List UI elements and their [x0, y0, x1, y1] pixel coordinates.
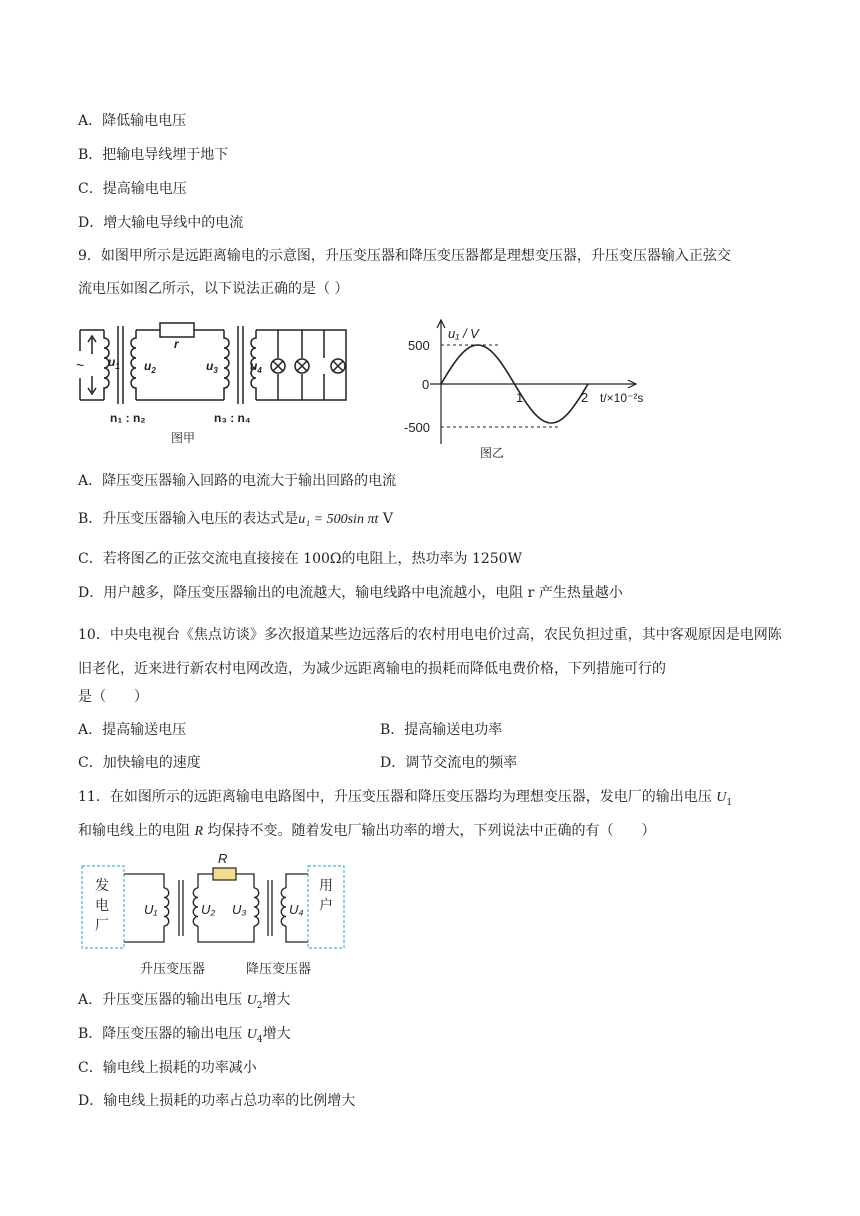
ratio-n3-n4: n₃ : n₄ — [214, 411, 251, 425]
q8-option-a: A．降低输电电压 — [78, 113, 187, 129]
q9-option-b-text: B．升压变压器输入电压的表达式是 — [78, 511, 299, 527]
q9-option-b-unit: V — [382, 511, 393, 527]
q11-option-b-post: 增大 — [262, 1026, 291, 1042]
q8-option-d: D．增大输电导线中的电流 — [78, 215, 244, 231]
q11-option-a-sub: 2 — [256, 1000, 263, 1011]
label-U1: U₁ — [144, 902, 158, 917]
q11-stem-text: 11．在如图所示的远距离输电电路图中，升压变压器和降压变压器均为理想变压器，发电厂的输出电压 — [78, 789, 712, 805]
q10-stem-tail: 是（ ） — [78, 689, 148, 705]
q9-figure-jia — [74, 318, 354, 446]
q11-stem-line1 — [78, 787, 732, 813]
q11-figure — [78, 852, 350, 982]
label-user: 用户 — [319, 877, 333, 913]
q9-option-a: A．降压变压器输入回路的电流大于输出回路的电流 — [78, 473, 397, 489]
q9-stem-line2: 流电压如图乙所示，以下说法正确的是（ ） — [78, 281, 349, 297]
q11-option-a — [78, 990, 290, 1016]
caption-jia: 图甲 — [171, 431, 196, 445]
resistor-r — [160, 323, 194, 337]
ac-symbol: ~ — [76, 357, 85, 373]
tick-label-1: 1 — [516, 390, 524, 405]
tick-label-500: 500 — [408, 338, 430, 353]
q10-option-d: D．调节交流电的频率 — [380, 755, 518, 771]
tick-label-2: 2 — [581, 390, 589, 405]
q11-stem-text3: 均保持不变。随着发电厂输出功率的增大，下列说法中正确的有（ ） — [207, 823, 656, 839]
coil-u3 — [254, 888, 259, 926]
resistor-R — [213, 868, 236, 880]
q10-option-a: A．提高输送电压 — [78, 722, 187, 738]
q9-option-c: C．若将图乙的正弦交流电直接接在 100Ω的电阻上，热功率为 1250W — [78, 551, 522, 567]
label-U2: U₂ — [201, 902, 216, 917]
q9-option-d: D．用户越多，降压变压器输出的电流越大，输电线路中电流越小，电阻 r 产生热量越小 — [78, 585, 623, 601]
coil-u4 — [281, 888, 286, 926]
q11-option-b — [78, 1024, 291, 1050]
q9-option-b — [78, 509, 393, 530]
coil-u1 — [164, 888, 169, 926]
q9-option-b-formula: u₁ = 500sin πt — [298, 512, 379, 527]
tick-label-0: 0 — [422, 377, 430, 392]
caption-yi: 图乙 — [480, 446, 505, 460]
label-U3: U₃ — [232, 902, 247, 917]
q11-option-b-var: U — [246, 1027, 257, 1042]
q9-stem-line1: 9．如图甲所示是远距离输电的示意图，升压变压器和降压变压器都是理想变压器，升压变压器输入正弦交 — [78, 248, 731, 264]
x-axis-label: t/×10⁻²s — [600, 391, 644, 405]
q10-option-c: C．加快输电的速度 — [78, 755, 201, 771]
q11-stem-line2 — [78, 821, 655, 842]
q11-option-a-var: U — [246, 993, 257, 1008]
q11-stem-var-u-sub: 1 — [726, 797, 733, 808]
coil-secondary-1 — [131, 330, 136, 400]
q9-figure-yi — [400, 316, 690, 462]
ratio-n1-n2: n₁ : n₂ — [110, 411, 146, 425]
label-step-up: 升压变压器 — [140, 961, 206, 976]
label-step-down: 降压变压器 — [246, 961, 312, 976]
label-U4: U₄ — [289, 902, 304, 917]
label-u1: $u_1$ — [108, 355, 120, 371]
label-r: r — [174, 337, 179, 351]
coil-u2 — [193, 888, 198, 926]
q11-option-b-sub: 4 — [256, 1034, 263, 1045]
label-R: R — [218, 852, 228, 866]
q10-option-b: B．提高输送电功率 — [380, 722, 503, 738]
q11-stem-var-u: U — [716, 790, 727, 805]
y-axis-label: u₁ / V — [448, 326, 479, 341]
q11-option-d: D．输电线上损耗的功率占总功率的比例增大 — [78, 1093, 356, 1109]
coil-primary-2 — [224, 330, 229, 400]
label-u2: $u_2$ — [144, 359, 156, 375]
q11-option-a-post: 增大 — [262, 992, 291, 1008]
q11-option-b-text: B．降压变压器的输出电压 — [78, 1026, 243, 1042]
q8-option-c: C．提高输电电压 — [78, 181, 187, 197]
q11-option-c: C．输电线上损耗的功率减小 — [78, 1060, 257, 1076]
tick-label-neg500: -500 — [404, 420, 431, 435]
label-power-plant: 发电厂 — [95, 877, 109, 933]
q8-option-b: B．把输电导线埋于地下 — [78, 147, 229, 163]
label-u3: $u_3$ — [206, 359, 218, 375]
q11-stem-var-r: R — [194, 824, 204, 839]
label-u4: $u_4$ — [250, 359, 262, 375]
q11-stem-text2: 和输电线上的电阻 — [78, 823, 190, 839]
q10-stem: 10．中央电视台《焦点访谈》多次报道某些边远落后的农村用电电价过高，农民负担过重，其中客观原因是电网陈旧老化，近来进行新农村电网改造，为减少远距离输电的损耗而降低电费价格，下列措施可行的 — [78, 627, 782, 677]
q11-option-a-text: A．升压变压器的输出电压 — [78, 992, 243, 1008]
